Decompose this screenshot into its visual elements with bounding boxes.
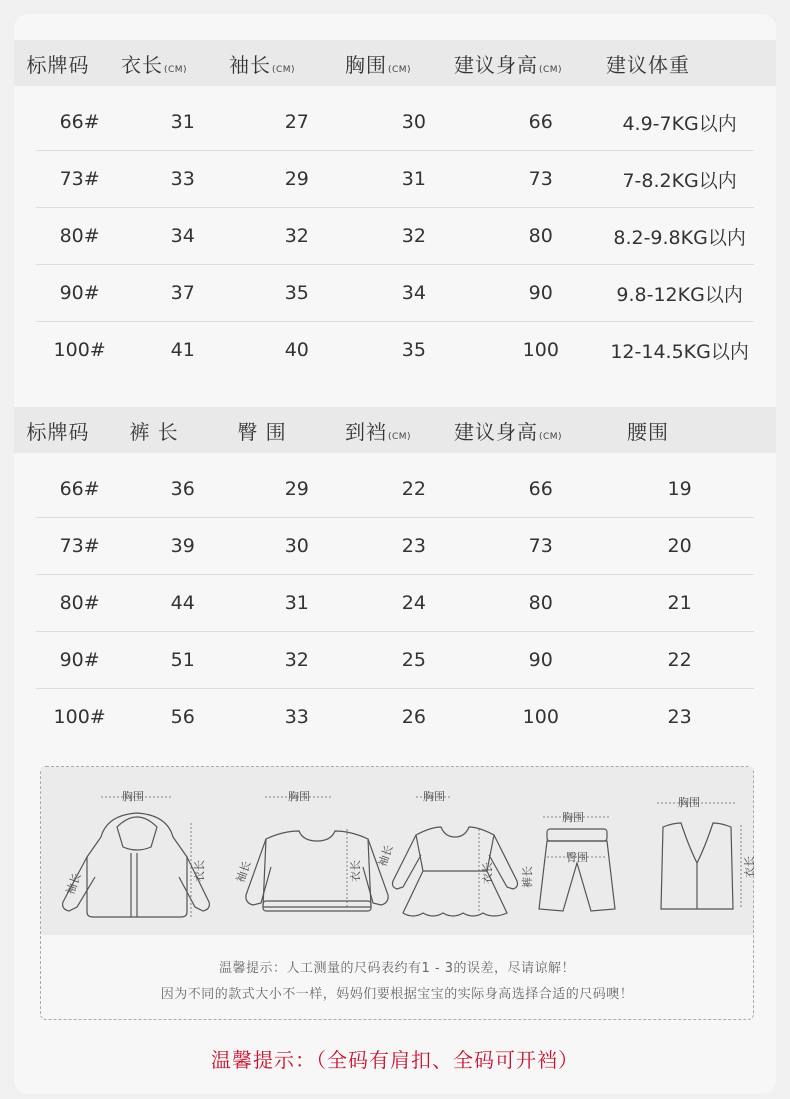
pants-icon xyxy=(539,829,615,911)
table-cell: 80 xyxy=(528,225,553,247)
header-length: 衣长(CM) xyxy=(120,52,188,77)
table-cell: 21 xyxy=(667,592,692,614)
label-chest-dress: 胸围 xyxy=(423,790,445,803)
table-cell: 24 xyxy=(401,592,426,614)
table-cell: 90# xyxy=(59,649,100,671)
table-cell: 30 xyxy=(284,535,309,557)
table-cell: 23 xyxy=(667,706,692,728)
table-cell: 90 xyxy=(528,649,553,671)
table-cell: 22 xyxy=(401,478,426,500)
table-cell: 100 xyxy=(522,706,559,728)
bottom-size-table xyxy=(14,407,776,745)
label-length-sweatshirt: 衣长 xyxy=(349,860,362,882)
label-length-vest: 衣长 xyxy=(743,856,756,878)
table-cell: 80# xyxy=(59,225,100,247)
table-cell: 66 xyxy=(528,478,553,500)
table-row xyxy=(36,518,754,575)
table-cell: 31 xyxy=(401,168,426,190)
table-cell: 36 xyxy=(170,478,195,500)
table-cell: 80# xyxy=(59,592,100,614)
table-cell: 29 xyxy=(284,478,309,500)
label-length-jacket: 衣长 xyxy=(193,860,206,882)
measurement-note-2: 因为不同的款式大小不一样，妈妈们要根据宝宝的实际身高选择合适的尺码噢！ xyxy=(160,987,634,1002)
table-cell: 19 xyxy=(667,478,692,500)
table-cell: 25 xyxy=(401,649,426,671)
table-cell: 73# xyxy=(59,535,100,557)
header-sleeve: 袖长(CM) xyxy=(228,52,296,77)
measurement-note-1: 温馨提示：人工测量的尺码表约有1 - 3的误差，尽请谅解！ xyxy=(219,961,575,976)
table-cell: 9.8-12KG以内 xyxy=(616,283,743,306)
table-cell: 51 xyxy=(170,649,195,671)
table-cell: 34 xyxy=(401,282,426,304)
table-cell: 73 xyxy=(528,535,553,557)
table-cell: 40 xyxy=(284,339,309,361)
header-hip: 臀 围 xyxy=(237,419,287,444)
table-cell: 8.2-9.8KG以内 xyxy=(613,226,746,249)
table-cell: 100# xyxy=(53,339,106,361)
vest-icon xyxy=(661,823,733,909)
table-row xyxy=(36,575,754,632)
table-cell: 33 xyxy=(170,168,195,190)
table-cell: 30 xyxy=(401,111,426,133)
table-cell: 20 xyxy=(667,535,692,557)
table-cell: 66# xyxy=(59,478,100,500)
label-sleeve-jacket: 袖长 xyxy=(63,871,84,897)
top-table-header xyxy=(14,40,776,86)
table-cell: 37 xyxy=(170,282,195,304)
table-cell: 39 xyxy=(170,535,195,557)
table-cell: 27 xyxy=(284,111,309,133)
table-cell: 73 xyxy=(528,168,553,190)
table-cell: 31 xyxy=(170,111,195,133)
table-cell: 33 xyxy=(284,706,309,728)
table-cell: 31 xyxy=(284,592,309,614)
header-height: 建议身高(CM) xyxy=(453,52,563,77)
table-cell: 7-8.2KG以内 xyxy=(622,169,737,192)
header-tag-size: 标牌码 xyxy=(26,52,90,77)
bottom-table-header xyxy=(14,407,776,453)
table-cell: 35 xyxy=(284,282,309,304)
table-row xyxy=(36,94,754,151)
table-cell: 44 xyxy=(170,592,195,614)
jacket-icon xyxy=(63,813,210,917)
table-row xyxy=(36,151,754,208)
table-cell: 100 xyxy=(522,339,559,361)
table-row xyxy=(36,322,754,378)
label-chest-jacket: 胸围 xyxy=(122,790,144,803)
header-chest: 胸围(CM) xyxy=(344,52,412,77)
label-chest-sweatshirt: 胸围 xyxy=(288,790,310,803)
label-chest-vest: 胸围 xyxy=(678,796,700,809)
table-cell: 90 xyxy=(528,282,553,304)
label-hip-pants: 臀围 xyxy=(566,851,588,864)
label-pants-length: 裤长 xyxy=(521,866,534,888)
table-cell: 22 xyxy=(667,649,692,671)
header-waist: 腰围 xyxy=(627,419,669,444)
table-cell: 4.9-7KG以内 xyxy=(622,112,737,135)
header-weight: 建议体重 xyxy=(606,52,690,77)
table-row xyxy=(36,461,754,518)
table-cell: 29 xyxy=(284,168,309,190)
table-cell: 23 xyxy=(401,535,426,557)
label-sleeve-sweatshirt: 袖长 xyxy=(233,859,254,885)
table-cell: 32 xyxy=(401,225,426,247)
label-waist-pants: 胸围 xyxy=(562,811,584,824)
label-sleeve-dress: 袖长 xyxy=(375,843,396,869)
table-cell: 66# xyxy=(59,111,100,133)
table-cell: 66 xyxy=(528,111,553,133)
table-cell: 80 xyxy=(528,592,553,614)
header-crotch: 到裆(CM) xyxy=(344,419,412,444)
table-row xyxy=(36,265,754,322)
measurement-diagram xyxy=(40,766,754,1020)
table-cell: 26 xyxy=(401,706,426,728)
table-cell: 34 xyxy=(170,225,195,247)
dress-icon xyxy=(393,827,518,916)
header-pants-length: 裤 长 xyxy=(129,419,179,444)
header-height: 建议身高(CM) xyxy=(453,419,563,444)
garment-illustrations xyxy=(41,767,756,935)
table-cell: 100# xyxy=(53,706,106,728)
footer-notice: 温馨提示：（全码有肩扣、全码可开裆） xyxy=(211,1048,579,1072)
bottom-table-body xyxy=(14,453,776,745)
table-cell: 41 xyxy=(170,339,195,361)
table-cell: 73# xyxy=(59,168,100,190)
label-length-dress: 衣长 xyxy=(481,862,494,884)
table-row xyxy=(36,632,754,689)
top-size-table xyxy=(14,40,776,378)
table-cell: 90# xyxy=(59,282,100,304)
table-cell: 56 xyxy=(170,706,195,728)
table-row xyxy=(36,208,754,265)
table-row xyxy=(36,689,754,745)
sweatshirt-icon xyxy=(246,831,388,911)
top-table-body xyxy=(14,86,776,378)
table-cell: 32 xyxy=(284,225,309,247)
table-cell: 32 xyxy=(284,649,309,671)
table-cell: 12-14.5KG以内 xyxy=(610,340,749,363)
table-cell: 35 xyxy=(401,339,426,361)
header-tag-size: 标牌码 xyxy=(26,419,90,444)
